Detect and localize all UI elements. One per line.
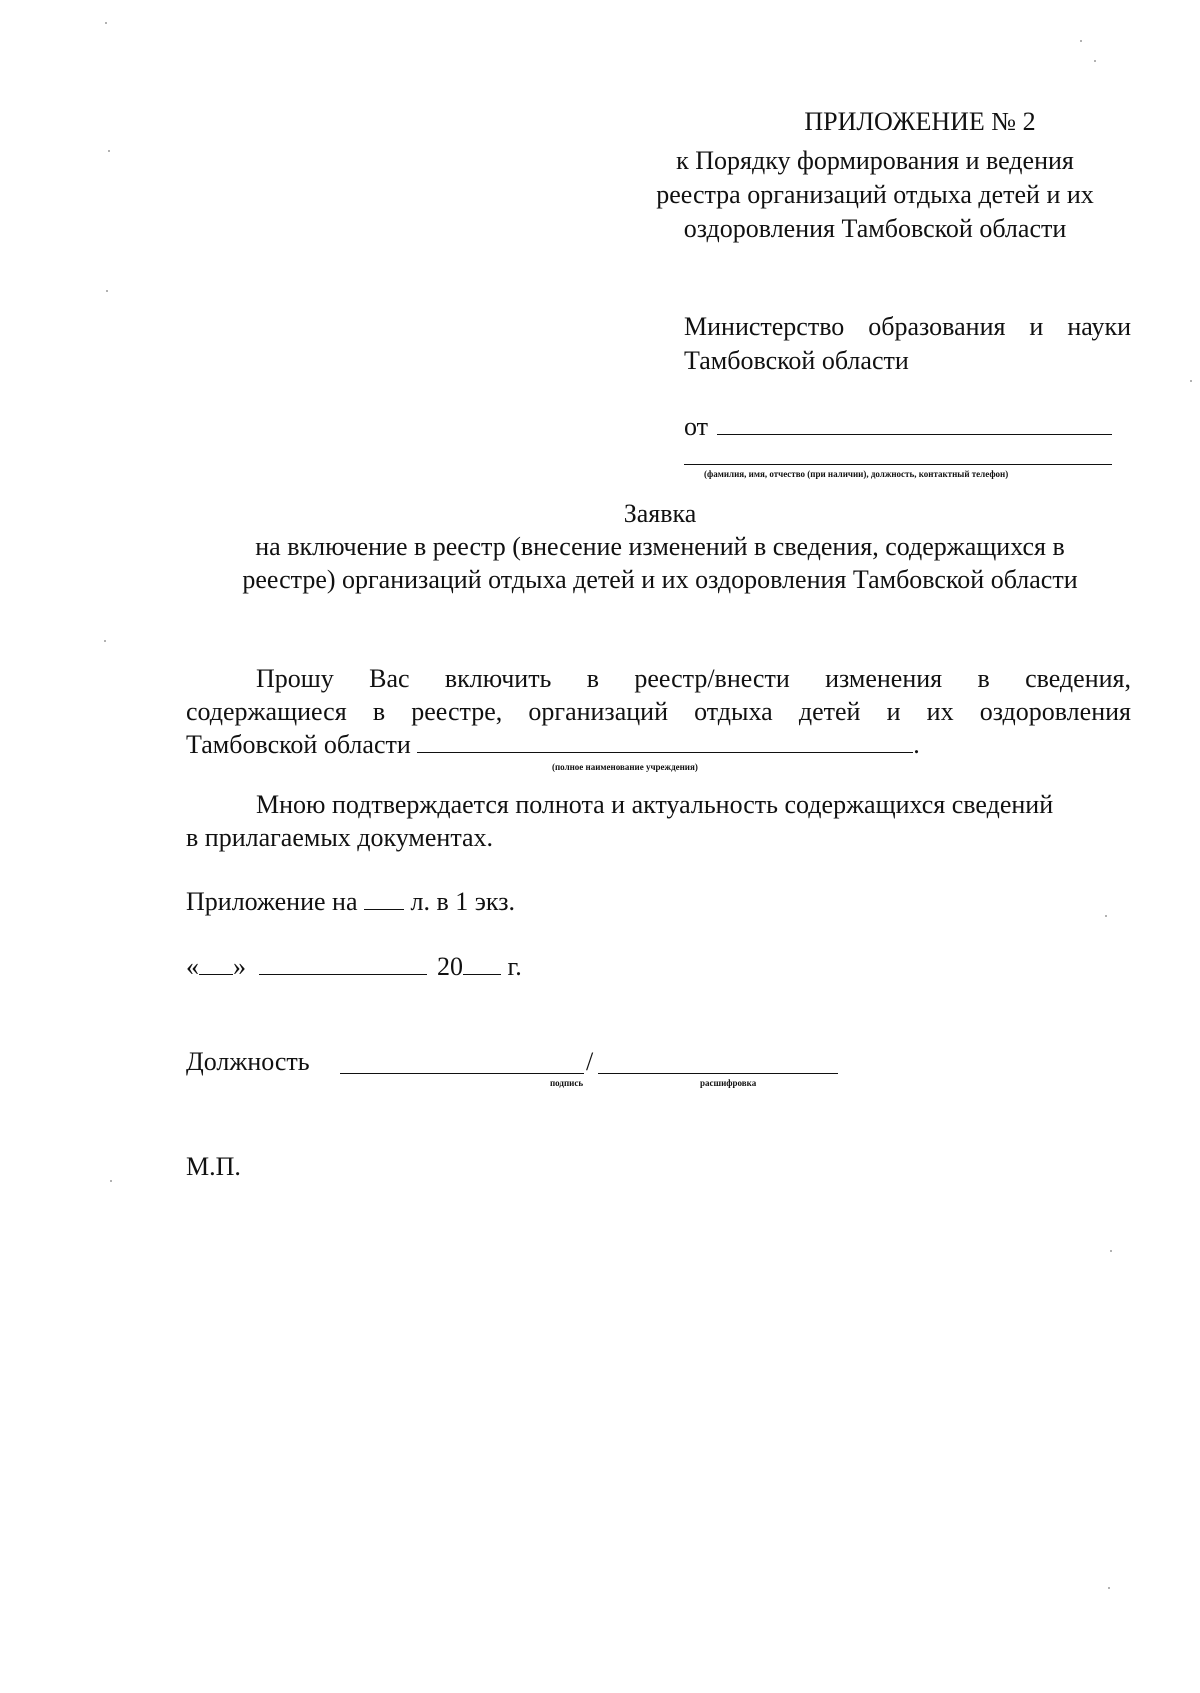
attachment-prefix: Приложение на [186,887,358,916]
from-label: от [684,412,709,441]
addressee-line-1: Министерство образования и науки [684,312,1131,341]
decoding-blank[interactable] [598,1073,838,1074]
from-blank-2 [684,464,1112,465]
form-title-line-1: на включение в реестр (внесение изменений в сведения, содержащихся в [255,532,1065,561]
date-year-prefix: 20 [437,952,463,981]
signature-blank[interactable] [340,1073,584,1074]
attachment-line [186,885,515,919]
form-title-line-2: реестре) организаций отдыха детей и их оздоровления Тамбовской области [242,565,1078,594]
date-month-blank[interactable] [259,952,427,975]
from-blank-1 [717,434,1112,435]
date-close-quote: » [233,952,246,981]
appendix-title: ПРИЛОЖЕНИЕ № 2 [804,107,1036,136]
request-line-3-prefix: Тамбовской области [186,730,411,759]
institution-hint: (полное наименование учреждения) [552,762,698,772]
date-year-suffix: г. [507,952,522,981]
attachment-suffix: л. в 1 экз. [410,887,515,916]
stamp-label: М.П. [186,1152,241,1181]
decoding-hint: расшифровка [700,1078,757,1088]
confirm-line-2: в прилагаемых документах. [186,823,494,852]
date-open-quote: « [186,952,199,981]
signature-slash: / [586,1047,594,1076]
request-line-3-suffix: . [913,730,920,759]
appendix-header [640,105,1110,246]
from-hint: (фамилия, имя, отчество (при наличии), должность, контактный телефон) [704,469,1009,479]
appendix-line-3: оздоровления Тамбовской области [683,214,1067,243]
confirm-line-1: Мною подтверждается полнота и актуальность содержащихся сведений [256,790,1054,819]
date-line [186,950,522,984]
appendix-line-2: реестра организаций отдыха детей и их [656,180,1094,209]
institution-name-blank[interactable] [417,730,913,753]
appendix-line-1: к Порядку формирования и ведения [676,146,1074,175]
attachment-pages-blank[interactable] [364,887,404,910]
addressee-line-2: Тамбовской области [684,346,909,375]
position-label: Должность [186,1047,310,1076]
request-line-1: Прошу Вас включить в реестр/внести изменения в сведения, [256,664,1131,693]
form-heading: Заявка [623,499,697,528]
request-line-2: содержащиеся в реестре, организаций отдыха детей и их оздоровления [186,697,1131,726]
request-line-3 [186,728,920,762]
date-year-blank[interactable] [463,952,501,975]
signature-hint: подпись [550,1078,584,1088]
date-day-blank[interactable] [199,952,233,975]
